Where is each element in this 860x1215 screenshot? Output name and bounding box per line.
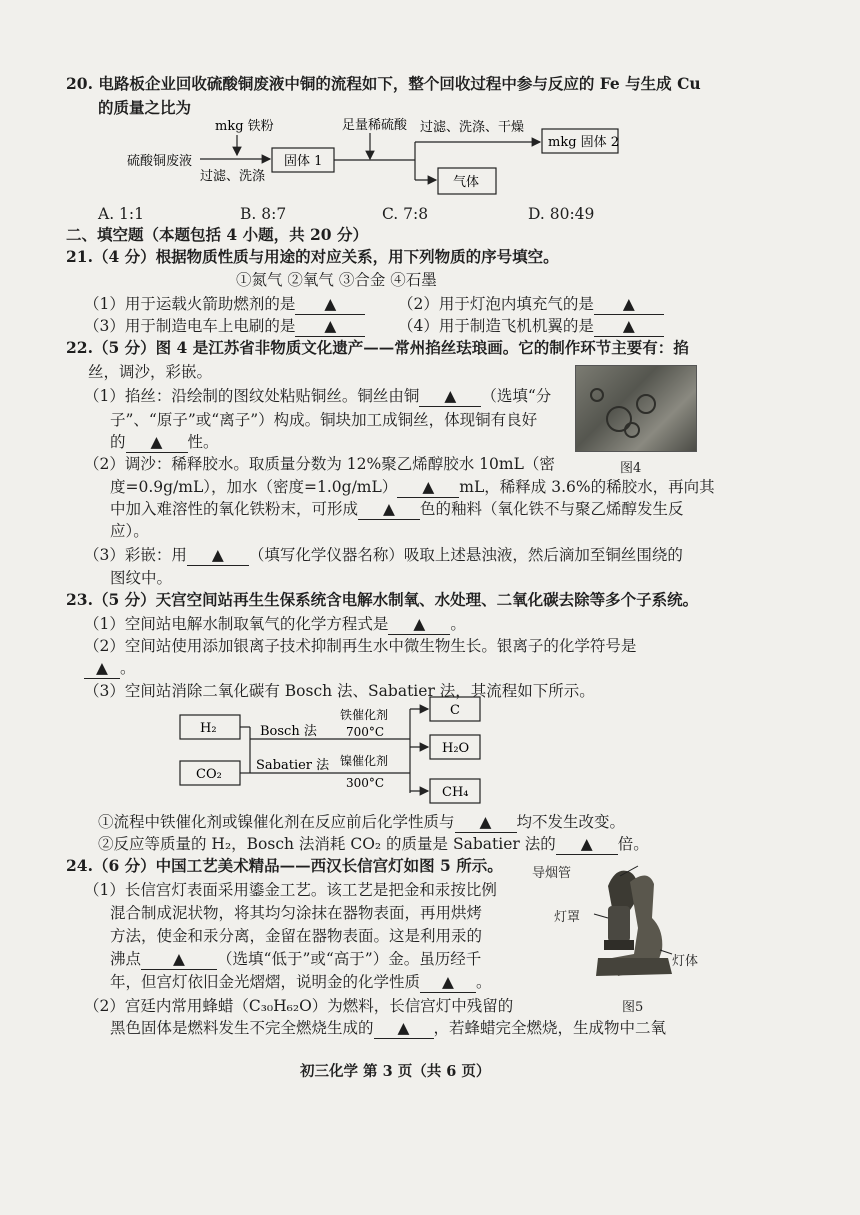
q21-item4: （4）用于制造飞机机翼的是 ▲ — [398, 316, 664, 337]
q23-flow-diagram — [170, 695, 500, 805]
answer-blank[interactable]: ▲ — [594, 316, 664, 337]
q23-p2-answer: ▲ 。 — [84, 658, 136, 679]
q22-p3b: 图纹中。 — [110, 569, 173, 587]
q23-s1: ①流程中铁催化剂或镍催化剂在反应前后化学性质与 ▲ 均不发生改变。 — [98, 813, 626, 831]
fe-catalyst-label: 铁催化剂 — [340, 708, 389, 722]
c-label: C — [450, 703, 460, 718]
ch4-label: CH₄ — [442, 785, 469, 800]
q21-item2: （2）用于灯泡内填充气的是 ▲ — [398, 294, 664, 315]
q22-p2d: 应）。 — [110, 522, 149, 540]
answer-blank[interactable]: ▲ — [374, 1018, 434, 1039]
section2-title: 二、填空题（本题包括 4 小题，共 20 分） — [66, 225, 368, 244]
lamp-shade-label: 灯罩 — [554, 910, 581, 925]
ni-catalyst-label: 镍催化剂 — [340, 754, 389, 768]
page-footer: 初三化学 第 3 页（共 6 页） — [300, 1063, 491, 1080]
answer-blank[interactable]: ▲ — [84, 658, 120, 679]
q20-line2: 的质量之比为 — [98, 98, 192, 117]
answer-blank[interactable]: ▲ — [141, 949, 217, 970]
q24-p2a: （2）宫廷内常用蜂蜡（C₃₀H₆₂O）为燃料，长信宫灯中残留的 — [84, 997, 514, 1015]
q20-flow-diagram — [120, 115, 640, 203]
h2o-label: H₂O — [442, 741, 470, 756]
q23-p3: （3）空间站消除二氧化碳有 Bosch 法、Sabatier 法，其流程如下所示。 — [84, 682, 595, 700]
q22-line2: 丝，调沙，彩嵌。 — [88, 363, 213, 381]
q23-p2: （2）空间站使用添加银离子技术抑制再生水中微生物生长。银离子的化学符号是 — [84, 637, 637, 655]
q24-p1e: 年，但宫灯依旧金光熠熠，说明金的化学性质 ▲ 。 — [110, 973, 492, 991]
figure4-photo — [575, 365, 697, 452]
answer-blank[interactable]: ▲ — [420, 972, 476, 993]
q20-line1: 20. 电路板企业回收硫酸铜废液中铜的流程如下，整个回收过程中参与反应的 Fe 与生成 Cu — [66, 74, 701, 93]
answer-blank[interactable]: ▲ — [455, 812, 517, 833]
q21-line1: 21.（4 分）根据物质性质与用途的对应关系，用下列物质的序号填空。 — [66, 247, 559, 266]
q22-p3a: （3）彩嵌：用 ▲ （填写化学仪器名称）吸取上述悬浊液，然后滴加至铜丝围绕的 — [84, 546, 683, 564]
q20-gas: 气体 — [453, 175, 480, 190]
bosch-label: Bosch 法 — [260, 724, 317, 739]
q20-waste-label: 硫酸铜废液 — [127, 154, 193, 169]
q20-option-d: D. 80:49 — [528, 205, 595, 223]
q23-p1: （1）空间站电解水制取氧气的化学方程式是 ▲ 。 — [84, 615, 466, 633]
q20-iron-label: mkg 铁粉 — [215, 119, 274, 134]
q24-p1a: （1）长信宫灯表面采用鎏金工艺。该工艺是把金和汞按比例 — [84, 881, 497, 899]
q21-choices: ①氮气 ②氧气 ③合金 ④石墨 — [236, 271, 437, 289]
q22-p2a: （2）调沙：稀释胶水。取质量分数为 12%聚乙烯醇胶水 10mL（密 — [84, 455, 555, 473]
q22-p2b: 度=0.9g/mL），加水（密度=1.0g/mL） ▲ mL，稀释成 3.6%的稀胶水，再向其 — [110, 478, 715, 496]
q20-option-a: A. 1:1 — [98, 205, 144, 223]
answer-blank[interactable]: ▲ — [126, 432, 188, 453]
answer-blank[interactable]: ▲ — [295, 316, 365, 337]
figure5-caption: 图5 — [622, 1000, 644, 1015]
answer-blank[interactable]: ▲ — [295, 294, 365, 315]
answer-blank[interactable]: ▲ — [388, 614, 450, 635]
q23-s2: ②反应等质量的 H₂，Bosch 法消耗 CO₂ 的质量是 Sabatier 法的 ▲ 倍。 — [98, 835, 649, 853]
temp-700-label: 700°C — [346, 725, 385, 739]
answer-blank[interactable]: ▲ — [594, 294, 664, 315]
q22-p1c: 的 ▲ 性。 — [110, 433, 219, 451]
q20-filter1-label: 过滤、洗涤 — [200, 169, 266, 184]
q24-p1d: 沸点 ▲ （选填“低于”或“高于”）金。虽历经千 — [110, 950, 482, 968]
temp-300-label: 300°C — [346, 776, 385, 790]
q20-solid1: 固体 1 — [284, 154, 323, 169]
q24-p1b: 混合制成泥状物，将其均匀涂抹在器物表面，再用烘烤 — [110, 904, 483, 922]
answer-blank[interactable]: ▲ — [419, 386, 481, 407]
q22-p1a: （1）掐丝：沿绘制的图纹处粘贴铜丝。铜丝由铜 ▲ （选填“分 — [84, 387, 552, 405]
q21-item1: （1）用于运载火箭助燃剂的是 ▲ — [84, 294, 365, 315]
answer-blank[interactable]: ▲ — [187, 545, 249, 566]
q24-p2b: 黑色固体是燃料发生不完全燃烧生成的 ▲ ，若蜂蜡完全燃烧，生成物中二氧 — [110, 1019, 667, 1037]
co2-label: CO₂ — [196, 767, 222, 782]
q20-solid2: mkg 固体 2 — [548, 135, 620, 150]
figure4-caption: 图4 — [620, 461, 642, 476]
q23-line1: 23.（5 分）天宫空间站再生生保系统含电解水制氧、水处理、二氧化碳去除等多个子系统。 — [66, 590, 699, 609]
q20-option-c: C. 7:8 — [382, 205, 429, 223]
q24-line1: 24.（6 分）中国工艺美术精品——西汉长信宫灯如图 5 所示。 — [66, 856, 503, 875]
figure5-lamp-illustration — [568, 858, 698, 990]
q22-p1b: 子”、“原子”或“离子”）构成。铜块加工成铜丝，体现铜有良好 — [110, 411, 538, 429]
sabatier-label: Sabatier 法 — [256, 758, 330, 773]
q20-filter2-label: 过滤、洗涤、干燥 — [420, 120, 525, 135]
answer-blank[interactable]: ▲ — [358, 499, 420, 520]
q20-option-b: B. 8:7 — [240, 205, 287, 223]
h2-label: H₂ — [200, 721, 217, 736]
q22-line1: 22.（5 分）图 4 是江苏省非物质文化遗产——常州掐丝珐琅画。它的制作环节主要有：掐 — [66, 338, 689, 357]
q24-p1c: 方法，使金和汞分离，金留在器物表面。这是利用汞的 — [110, 927, 483, 945]
q22-p2c: 中加入难溶性的氧化铁粉末，可形成 ▲ 色的釉料（氧化铁不与聚乙烯醇发生反 — [110, 500, 684, 518]
lamp-pipe-label: 导烟管 — [532, 866, 572, 881]
q20-acid-label: 足量稀硫酸 — [342, 118, 408, 133]
answer-blank[interactable]: ▲ — [556, 834, 618, 855]
lamp-body-label: 灯体 — [672, 954, 699, 969]
q21-item3: （3）用于制造电车上电刷的是 ▲ — [84, 316, 365, 337]
answer-blank[interactable]: ▲ — [397, 477, 459, 498]
